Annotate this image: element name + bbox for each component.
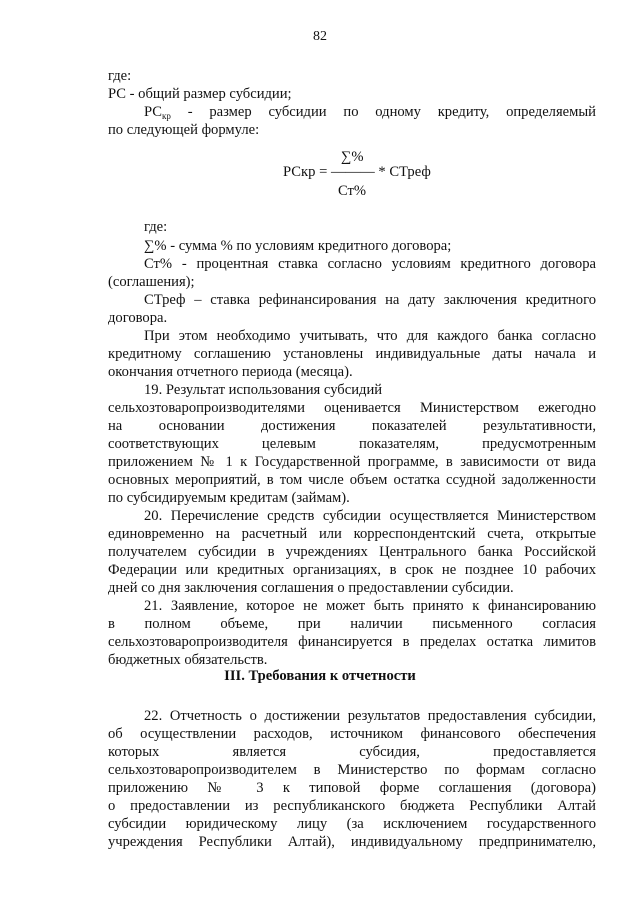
text-line: где: (144, 219, 168, 235)
text-line: единовременно на расчетный или корреспондентский счета, открытые (108, 526, 596, 542)
text-line: бюджетных обязательств. (108, 652, 268, 668)
formula-denominator: Ст% (338, 183, 367, 199)
text-line: сельхозтоваропроизводителями оценивается Министерством ежегодно (108, 400, 596, 416)
text-line: субсидии юридическому лицу (за исключением государственного (108, 816, 596, 832)
text-line: в полном объеме, при наличии письменного согласия (108, 616, 596, 632)
text-line: учреждения Республики Алтай), индивидуальному предпринимателю, (108, 834, 596, 850)
text-line: РС - общий размер субсидии; (108, 86, 292, 102)
text-line: об осуществлении расходов, источником финансового обеспечения (108, 726, 596, 742)
formula-equation: РСкр = ——— * СТреф (283, 164, 431, 180)
text-line: где: (108, 68, 132, 84)
text-line: 20. Перечисление средств субсидии осуществляется Министерством (144, 508, 596, 524)
text-line: СТреф – ставка рефинансирования на дату заключения кредитного (144, 292, 596, 308)
text-line: Федерации или кредитных организациях, в срок не позднее 10 рабочих (108, 562, 596, 578)
text-line: основных мероприятий, в том числе объем остатка ссудной задолженности (108, 472, 596, 488)
text-line: по субсидируемым кредитам (займам). (108, 490, 350, 506)
text-line: 22. Отчетность о достижении результатов предоставления субсидии, (144, 708, 596, 724)
text-line: сельхозтоваропроизводителем в Министерство по формам согласно (108, 762, 596, 778)
text-line: 21. Заявление, которое не может быть принято к финансированию (144, 598, 596, 614)
text-line: Ст% - процентная ставка согласно условиям кредитного договора (144, 256, 596, 272)
text-line: получателем субсидии в учреждениях Центрального банка Российской (108, 544, 596, 560)
text-line: (соглашения); (108, 274, 195, 290)
text-line: договора. (108, 310, 168, 326)
formula-numerator: ∑% (341, 149, 364, 165)
text-line: приложению № 3 к типовой форме соглашения (договора) (108, 780, 596, 796)
text-line: дней со дня заключения соглашения о предоставлении субсидии. (108, 580, 514, 596)
text-line: на основании достижения показателей результативности, (108, 418, 596, 434)
text-line: о предоставлении из республиканского бюджета Республики Алтай (108, 798, 596, 814)
page-number: 82 (313, 29, 327, 44)
text-line: соответствующих целевым показателям, предусмотренным (108, 436, 596, 452)
text-line: приложением № 1 к Государственной программе, в зависимости от вида (108, 454, 596, 470)
text-line: по следующей формуле: (108, 122, 260, 138)
text-line: При этом необходимо учитывать, что для каждого банка согласно (144, 328, 596, 344)
text-line: 19. Результат использования субсидий (144, 382, 383, 398)
section-heading: III. Требования к отчетности (224, 668, 416, 684)
text-line: которых является субсидия, предоставляется (108, 744, 596, 760)
text-line: окончания отчетного периода (месяца). (108, 364, 353, 380)
text-line: кредитному соглашению установлены индивидуальные даты начала и (108, 346, 596, 362)
rskr-definition-line: $РС_{кр}$ - размер субсидии по одному кредиту, определяемый (144, 104, 596, 121)
text-line: ∑% - сумма % по условиям кредитного договора; (144, 238, 452, 254)
text-line: сельхозтоваропроизводителя финансируется в пределах остатка лимитов (108, 634, 596, 650)
